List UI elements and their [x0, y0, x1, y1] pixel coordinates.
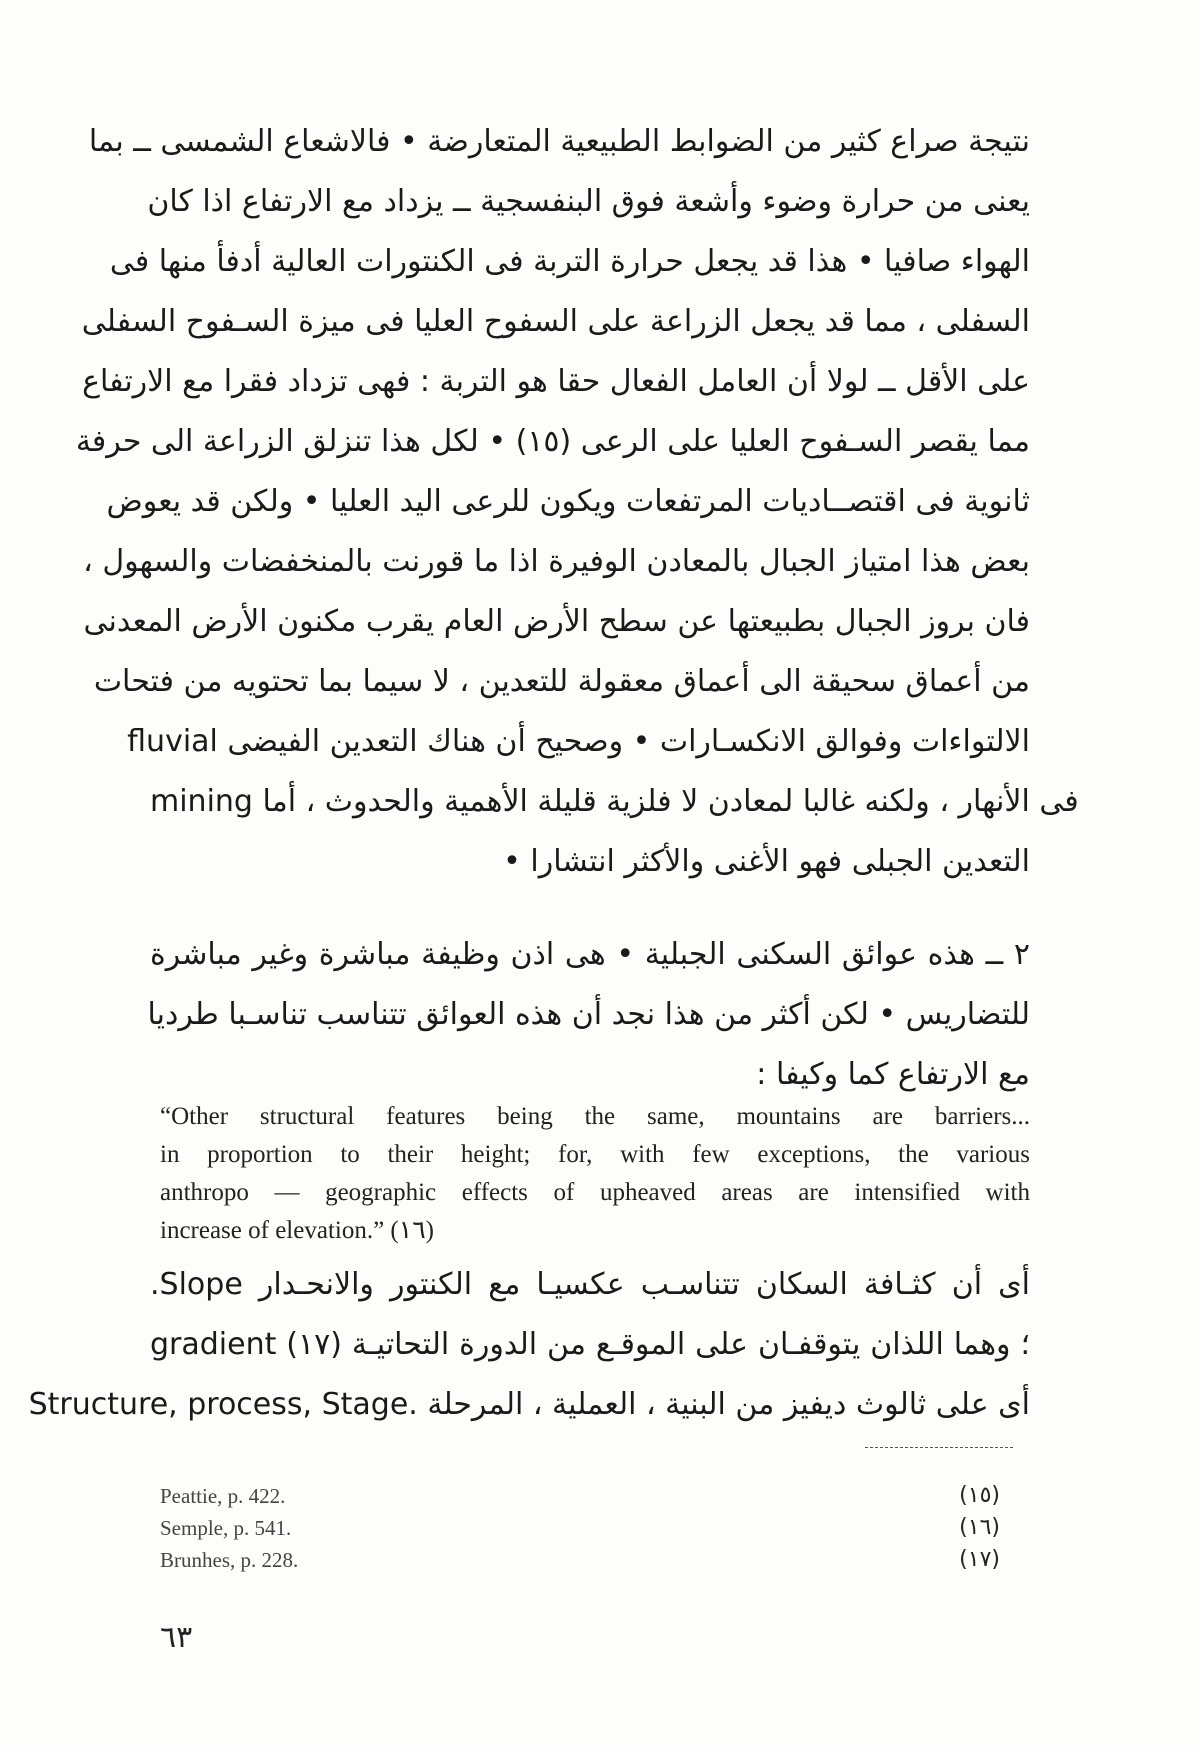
text-line: أى على ثالوث ديفيز من البنية ، العملية ، المرحلة .Structure, process, Stage — [28, 1387, 1030, 1422]
footnote-reference: Semple, p. 541. — [160, 1516, 292, 1540]
text-line: فان بروز الجبال بطبيعتها عن سطح الأرض العام يقرب مكنون الأرض المعدنى — [83, 604, 1030, 639]
text-line: يعنى من حرارة وضوء وأشعة فوق البنفسجية ــ يزداد مع الارتفاع اذا كان — [147, 184, 1030, 219]
text-line: ثانوية فى اقتصــاديات المرتفعات ويكون للرعى اليد العليا • ولكن قد يعوض — [106, 484, 1030, 519]
footnote — [160, 1480, 1000, 1512]
footnote-reference: Brunhes, p. 228. — [160, 1548, 299, 1572]
text-line: gradient (١٧) ؛ وهما اللذان يتوقفـان على الموقـع من الدورة التحاتيـة — [150, 1327, 1030, 1362]
english-quote — [160, 1098, 1030, 1250]
quote-line: “Other structural features being the same, mountains are barriers... — [160, 1103, 1030, 1130]
text-line: بعض هذا امتياز الجبال بالمعادن الوفيرة اذا ما قورنت بالمنخفضات والسهول ، — [83, 544, 1030, 579]
quote-line: anthropo — geographic effects of upheaved areas are intensified with — [160, 1179, 1030, 1206]
text-line: للتضاريس • لكن أكثر من هذا نجد أن هذه العوائق تتناسب تناسـبا طرديا — [147, 997, 1030, 1032]
text-line: ٢ ــ هذه عوائق السكنى الجبلية • هى اذن وظيفة مباشرة وغير مباشرة — [150, 937, 1030, 972]
footnote — [160, 1512, 1000, 1544]
paragraph-1 — [75, 112, 1079, 892]
text-line: التعدين الجبلى فهو الأغنى والأكثر انتشارا • — [503, 844, 1030, 879]
page-number: ٦٣ — [160, 1620, 193, 1655]
footnote-reference: Peattie, p. 422. — [160, 1484, 286, 1508]
quote-line: increase of elevation.” (١٦) — [160, 1217, 434, 1244]
footnote-number: (١٥) — [959, 1483, 1000, 1508]
footnotes — [160, 1480, 1000, 1576]
text-line: نتيجة صراع كثير من الضوابط الطبيعية المتعارضة • فالاشعاع الشمسى ــ بما — [88, 124, 1030, 159]
footnote-divider — [865, 1447, 1013, 1448]
paragraph-3 — [28, 1255, 1030, 1435]
footnote-number: (١٧) — [959, 1547, 1000, 1572]
text-line: مما يقصر السـفوح العليا على الرعى (١٥) • لكل هذا تنزلق الزراعة الى حرفة — [75, 424, 1030, 459]
quote-line: in proportion to their height; for, with few exceptions, the various — [160, 1141, 1030, 1168]
text-line: مع الارتفاع كما وكيفا : — [756, 1057, 1030, 1092]
text-line: أى أن كثـافة السكان تتناسـب عكسيـا مع الكنتور والانحـدار Slope. — [150, 1267, 1030, 1302]
text-line: الالتواءات وفوالق الانكسـارات • وصحيح أن هناك التعدين الفيضى fluvial — [127, 724, 1030, 759]
footnote-number: (١٦) — [959, 1515, 1000, 1540]
text-line: السفلى ، مما قد يجعل الزراعة على السفوح العليا فى ميزة السـفوح السفلى — [81, 304, 1030, 339]
text-line: الهواء صافيا • هذا قد يجعل حرارة التربة فى الكنتورات العالية أدفأ منها فى — [109, 244, 1030, 279]
text-line: على الأقل ــ لولا أن العامل الفعال حقا هو التربة : فهى تزداد فقرا مع الارتفاع — [82, 364, 1030, 399]
paragraph-2 — [147, 925, 1030, 1105]
text-line: mining فى الأنهار ، ولكنه غالبا لمعادن لا فلزية قليلة الأهمية والحدوث ، أما — [150, 784, 1079, 819]
text-line: من أعماق سحيقة الى أعماق معقولة للتعدين ، لا سيما بما تحتويه من فتحات — [93, 664, 1030, 699]
footnote — [160, 1544, 1000, 1576]
